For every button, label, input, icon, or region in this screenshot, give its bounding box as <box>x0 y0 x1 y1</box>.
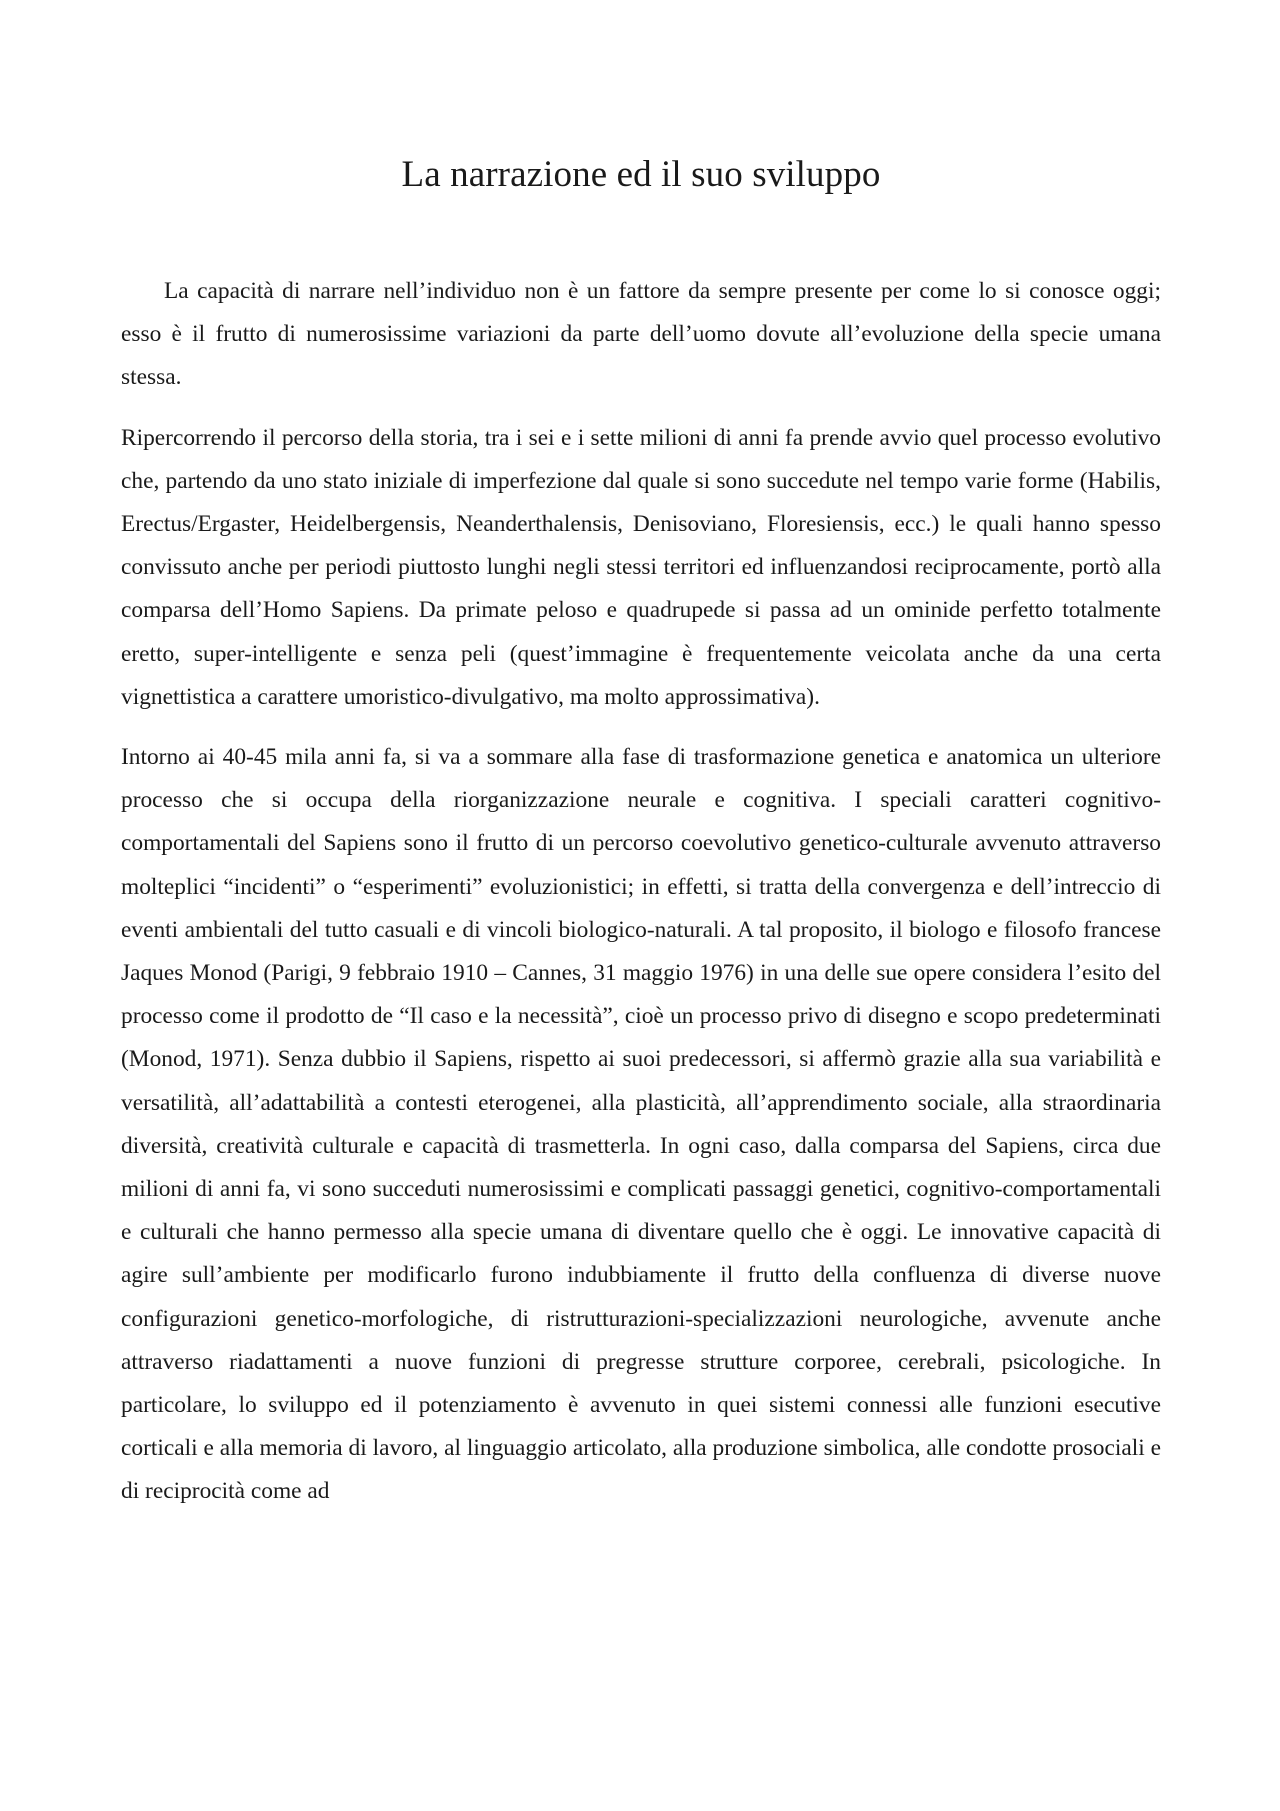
paragraph-1: La capacità di narrare nell’individuo non è un fattore da sempre presente per come lo si conosce oggi; esso è il frutto di numerosissime variazioni da parte dell’uomo dovute all’evoluzione della specie umana stessa. <box>121 278 1161 391</box>
document-title: La narrazione ed il suo sviluppo <box>401 154 881 195</box>
paragraph-3: Intorno ai 40-45 mila anni fa, si va a sommare alla fase di trasformazione genetica e anatomica un ulteriore processo che si occupa della riorganizzazione neurale e cognitiva. I speciali caratteri cognitivo-comportamentali del Sapiens sono il frutto di un percorso coevolutivo genetico-culturale avvenuto attraverso molteplici “incidenti” o “esperimenti” evoluzionistici; in effetti, si tratta della convergenza e dell’intreccio di eventi ambientali del tutto casuali e di vincoli biologico-naturali. A tal proposito, il biologo e filosofo francese Jaques Monod (Parigi, 9 febbraio 1910 – Cannes, 31 maggio 1976) in una delle sue opere considera l’esito del processo come il prodotto de “Il caso e la necessità”, cioè un processo privo di disegno e scopo predeterminati (Monod, 1971). Senza dubbio il Sapiens, rispetto ai suoi predecessori, si affermò grazie alla sua variabilità e versatilità, all’adattabilità a contesti eterogenei, alla plasticità, all’apprendimento sociale, alla straordinaria diversità, creatività culturale e capacità di trasmetterla. In ogni caso, dalla comparsa del Sapiens, circa due milioni di anni fa, vi sono succeduti numerosissimi e complicati passaggi genetici, cognitivo-comportamentali e culturali che hanno permesso alla specie umana di diventare quello che è oggi. Le innovative capacità di agire sull’ambiente per modificarlo furono indubbiamente il frutto della confluenza di diverse nuove configurazioni genetico-morfologiche, di ristrutturazioni-specializzazioni neurologiche, avvenute anche attraverso riadattamenti a nuove funzioni di pregresse strutture corporee, cerebrali, psicologiche. In particolare, lo sviluppo ed il potenziamento è avvenuto in quei sistemi connessi alle funzioni esecutive corticali e alla memoria di lavoro, al linguaggio articolato, alla produzione simbolica, alle condotte prosociali e di reciprocità come ad <box>121 744 1161 1505</box>
document-body <box>121 270 1161 1514</box>
paragraph-2: Ripercorrendo il percorso della storia, tra i sei e i sette milioni di anni fa prende avvio quel processo evolutivo che, partendo da uno stato iniziale di imperfezione dal quale si sono succedute nel tempo varie forme (Habilis, Erectus/Ergaster, Heidelbergensis, Neanderthalensis, Denisoviano, Floresiensis, ecc.) le quali hanno spesso convissuto anche per periodi piuttosto lunghi negli stessi territori ed influenzandosi reciprocamente, portò alla comparsa dell’Homo Sapiens. Da primate peloso e quadrupede si passa ad un ominide perfetto totalmente eretto, super-intelligente e senza peli (quest’immagine è frequentemente veicolata anche da una certa vignettistica a carattere umoristico-divulgativo, ma molto approssimativa). <box>121 424 1161 710</box>
document-page <box>121 0 1161 1531</box>
